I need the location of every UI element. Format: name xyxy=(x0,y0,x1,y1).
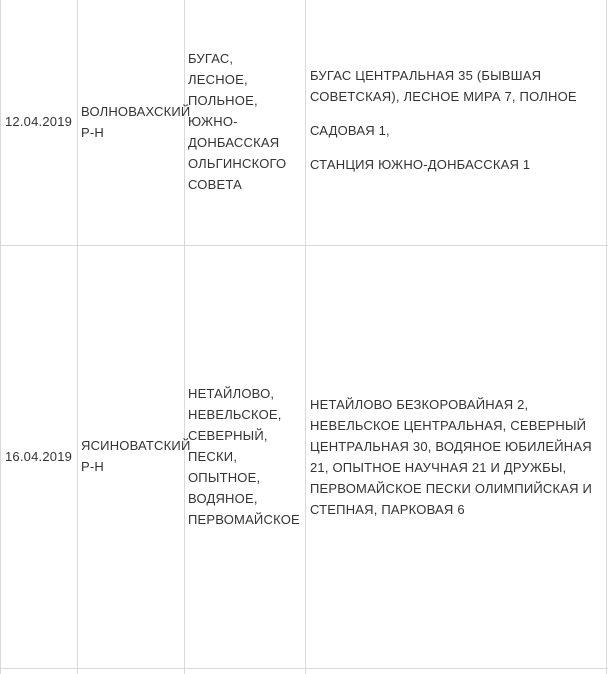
settlement-line: ДОНБАССКАЯ xyxy=(188,135,280,150)
addresses-cell xyxy=(310,394,604,520)
column-divider-date xyxy=(77,0,78,674)
settlement-line: ВОДЯНОЕ, xyxy=(188,491,258,506)
settlement-line: ПОЛЬНОЕ, xyxy=(188,93,258,108)
address-paragraph: НЕТАЙЛОВО БЕЗКОРОВАЙНАЯ 2, НЕВЕЛЬСКОЕ ЦЕНТРАЛЬНАЯ, СЕВЕРНЫЙ ЦЕНТРАЛЬНАЯ 30, ВОДЯНОЕ ЮБИЛЕЙНАЯ 21, ОПЫТНОЕ НАУЧНАЯ 21 И ДРУЖБЫ, ПЕРВОМАЙСКОЕ ПЕСКИ ОЛИМПИЙСКАЯ И СТЕПНАЯ, ПАРКОВАЯ 6 xyxy=(310,397,593,517)
address-paragraph: СТАНЦИЯ ЮЖНО-ДОНБАССКАЯ 1 xyxy=(310,157,531,172)
settlement-line: СЕВЕРНЫЙ, xyxy=(188,428,268,443)
settlement-line: ОЛЬГИНСКОГО xyxy=(188,156,287,171)
address-paragraph: САДОВАЯ 1, xyxy=(310,123,390,138)
settlement-line: ПЕРВОМАЙСКОЕ xyxy=(188,512,300,527)
table-border-left xyxy=(0,0,1,674)
row-divider xyxy=(0,668,608,669)
settlement-line: ЛЕСНОЕ, xyxy=(188,72,248,87)
addresses-cell xyxy=(310,65,602,175)
date-cell: 16.04.2019 xyxy=(5,449,73,464)
settlement-line: ПЕСКИ, xyxy=(188,449,238,464)
district-suffix: Р-Н xyxy=(81,459,104,474)
settlement-line: БУГАС, xyxy=(188,51,234,66)
district-cell xyxy=(81,101,190,143)
settlement-line: НЕТАЙЛОВО, xyxy=(188,386,275,401)
settlement-line: СОВЕТА xyxy=(188,177,242,192)
row-divider xyxy=(0,245,608,246)
address-paragraph: БУГАС ЦЕНТРАЛЬНАЯ 35 (БЫВШАЯ СОВЕТСКАЯ), ЛЕСНОЕ МИРА 7, ПОЛНОЕ xyxy=(310,68,577,104)
district-cell xyxy=(81,435,191,477)
table-border-right xyxy=(606,0,607,674)
settlements-cell xyxy=(188,48,286,195)
settlements-cell xyxy=(188,383,300,530)
district-name: ЯСИНОВАТСКИЙ xyxy=(81,438,191,453)
settlement-line: ЮЖНО- xyxy=(188,114,238,129)
date-cell: 12.04.2019 xyxy=(5,114,73,129)
settlement-line: ОПЫТНОЕ, xyxy=(188,470,261,485)
settlement-line: НЕВЕЛЬСКОЕ, xyxy=(188,407,282,422)
column-divider-settlements xyxy=(305,0,306,674)
district-name: ВОЛНОВАХСКИЙ xyxy=(81,104,191,119)
district-suffix: Р-Н xyxy=(81,125,104,140)
